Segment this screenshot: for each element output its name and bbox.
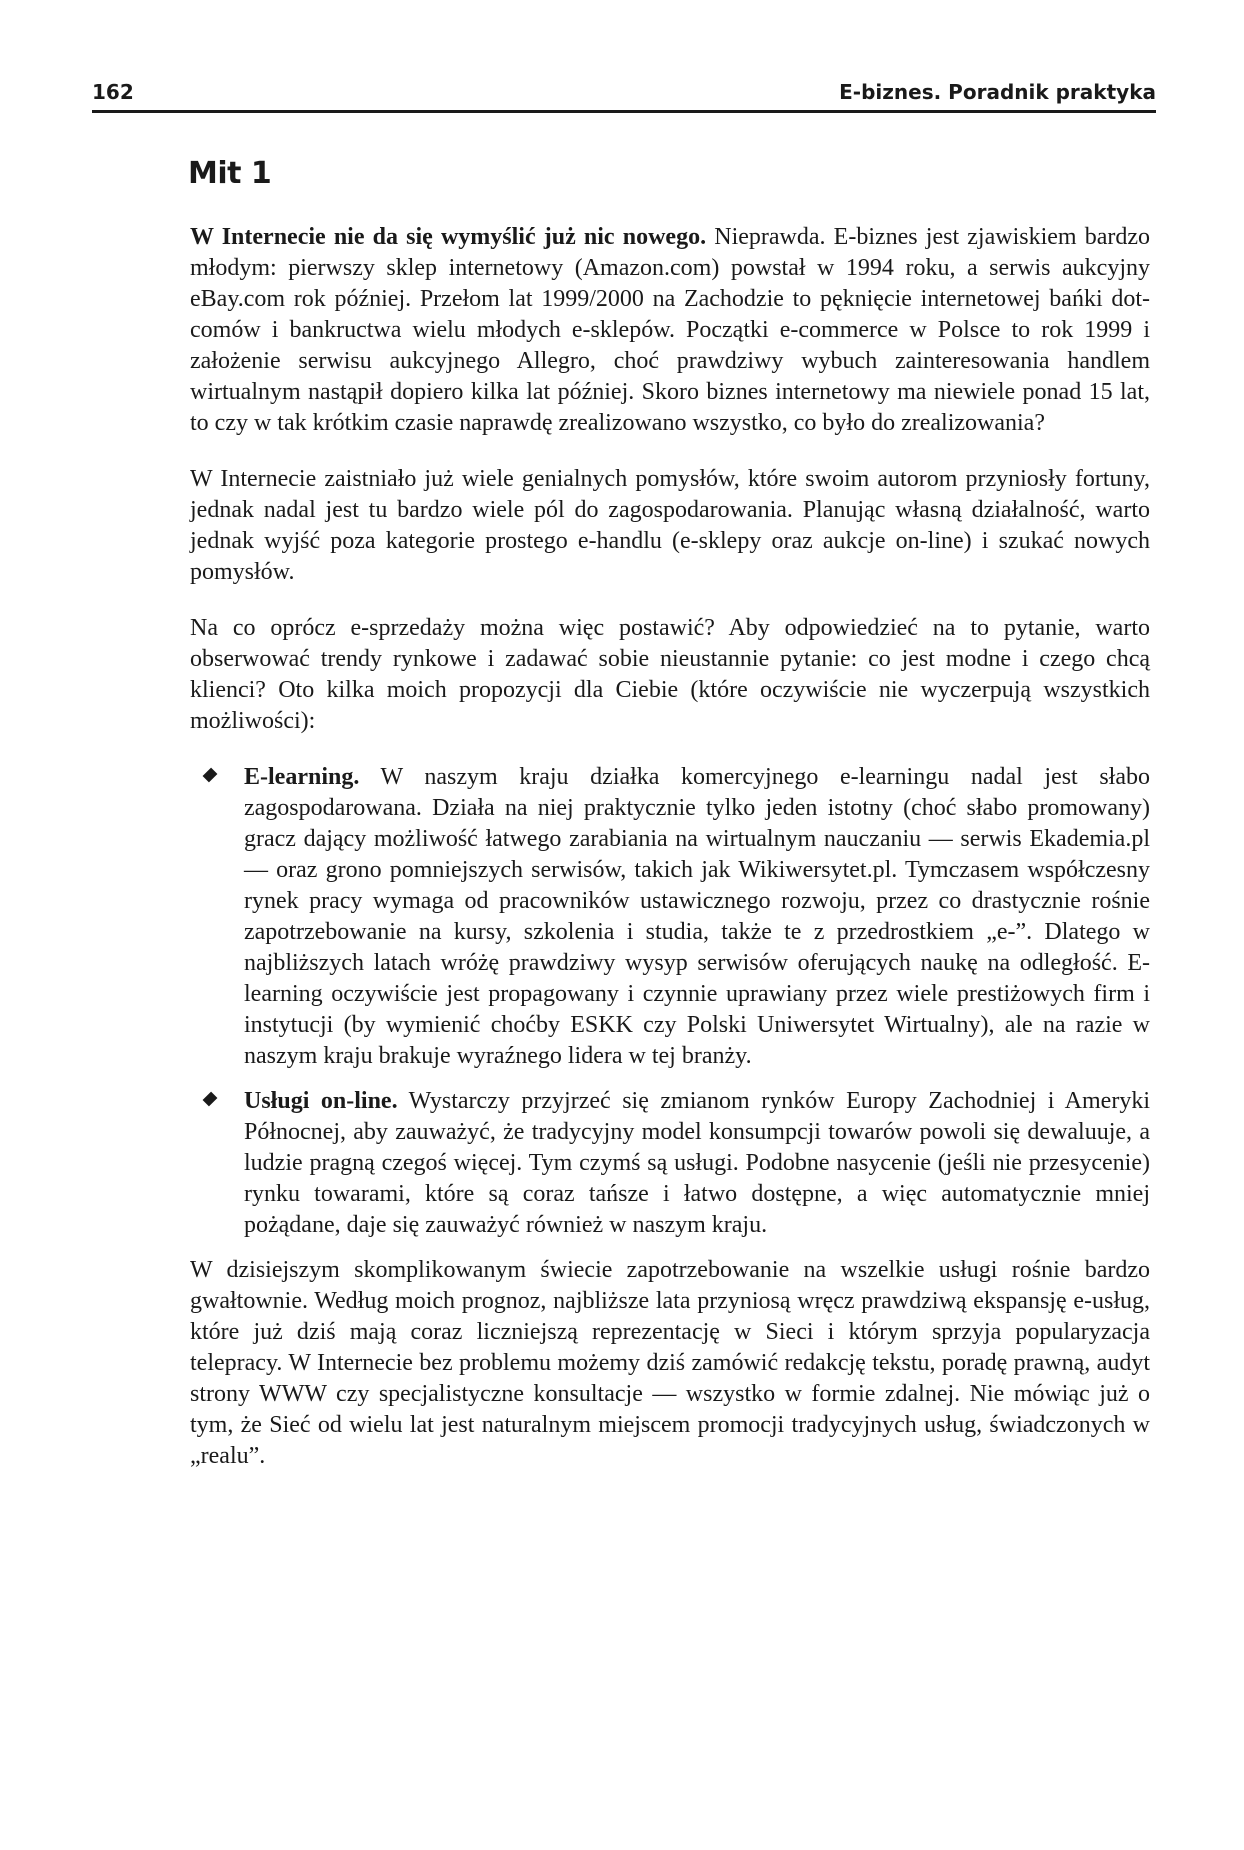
bullet-body: W naszym kraju działka komercyjnego e-learningu nadal jest słabo zagospodarowana. Działa na niej praktycznie tylko jeden istotny (choć słabo promowany) gracz dający możliwość łatwego zarabiania na wirtualnym nauczaniu — serwis Ekademia.pl — oraz grono pomniejszych serwisów, takich jak Wikiwersytet.pl. Tymczasem współczesny rynek pracy wymaga od pracowników ustawicznego rozwoju, przez co drastycznie rośnie zapotrzebowanie na kursy, szkolenia i studia, także te z przedrostkiem „e-”. Dlatego w najbliższych latach wróżę prawdziwy wysyp serwisów oferujących naukę na odległość. E-learning oczywiście jest propagowany i czynnie uprawiany przez wiele prestiżowych firm i instytucji (by wymienić choćby ESKK czy Polski Uniwersytet Wirtualny), ale na razie w naszym kraju brakuje wyraźnego lidera w tej branży. (244, 764, 1150, 1069)
running-title: E-biznes. Poradnik praktyka (839, 80, 1156, 104)
bullet-lead: E-learning. (244, 764, 360, 790)
page-header (92, 74, 1156, 113)
diamond-bullet-icon (203, 1092, 218, 1107)
diamond-bullet-icon (203, 768, 218, 783)
bullet-body: Wystarczy przyjrzeć się zmianom rynków Europy Zachodniej i Ameryki Północnej, aby zauważyć, że tradycyjny model konsumpcji towarów powoli się dewaluuje, a ludzie pragną czegoś więcej. Tym czymś są usługi. Podobne nasycenie (jeśli nie przesycenie) rynku towarami, które są coraz tańsze i łatwo dostępne, a więc automatycznie mniej pożądane, daje się zauważyć również w naszym kraju. (244, 1088, 1150, 1238)
page-number: 162 (92, 80, 134, 104)
bullet-lead: Usługi on-line. (244, 1088, 398, 1114)
paragraph-body: Nieprawda. E-biznes jest zjawiskiem bardzo młodym: pierwszy sklep internetowy (Amazon.com) powstał w 1994 roku, a serwis aukcyjny eBay.com rok później. Przełom lat 1999/2000 na Zachodzie to pęknięcie internetowej bańki dot-comów i bankructwa wielu młodych e-sklepów. Początki e-commerce w Polsce to rok 1999 i założenie serwisu aukcyjnego Allegro, choć prawdziwy wybuch zainteresowania handlem wirtualnym nastąpił dopiero kilka lat później. Skoro biznes internetowy ma niewiele ponad 15 lat, to czy w tak krótkim czasie naprawdę zrealizowano wszystko, co było do zrealizowania? (190, 224, 1151, 436)
paragraph-1 (190, 222, 1150, 439)
section-title: Mit 1 (188, 156, 272, 191)
paragraph-3: Na co oprócz e-sprzedaży można więc postawić? Aby odpowiedzieć na to pytanie, warto obserwować trendy rynkowe i zadawać sobie nieustannie pytanie: co jest modne i czego chcą klienci? Oto kilka moich propozycji dla Ciebie (które oczywiście nie wyczerpują wszystkich możliwości): (190, 615, 1150, 734)
paragraph-2: W Internecie zaistniało już wiele genialnych pomysłów, które swoim autorom przyniosły fortuny, jednak nadal jest tu bardzo wiele pól do zagospodarowania. Planując własną działalność, warto jednak wyjść poza kategorie prostego e-handlu (e-sklepy oraz aukcje on-line) i szukać nowych pomysłów. (190, 466, 1150, 585)
bullet-continuation-paragraph: W dzisiejszym skomplikowanym świecie zapotrzebowanie na wszelkie usługi rośnie bardzo gwałtownie. Według moich prognoz, najbliższe lata przyniosą wręcz prawdziwą ekspansję e-usług, które już dziś mają coraz liczniejszą reprezentację w Sieci i którym sprzyja popularyzacja telepracy. W Internecie bez problemu możemy dziś zamówić redakcję tekstu, poradę prawną, audyt strony WWW czy specjalistyczne konsultacje — wszystko w formie zdalnej. Nie mówiąc już o tym, że Sieć od wielu lat jest naturalnym miejscem promocji tradycyjnych usług, świadczonych w „realu”. (190, 1257, 1150, 1469)
bullet-item-uslugi-online (190, 1086, 1150, 1241)
bullet-item-e-learning (190, 762, 1150, 1072)
paragraph-lead: W Internecie nie da się wymyślić już nic nowego. (190, 224, 707, 250)
body-text (190, 222, 1150, 1497)
bullet-list (190, 762, 1150, 1241)
